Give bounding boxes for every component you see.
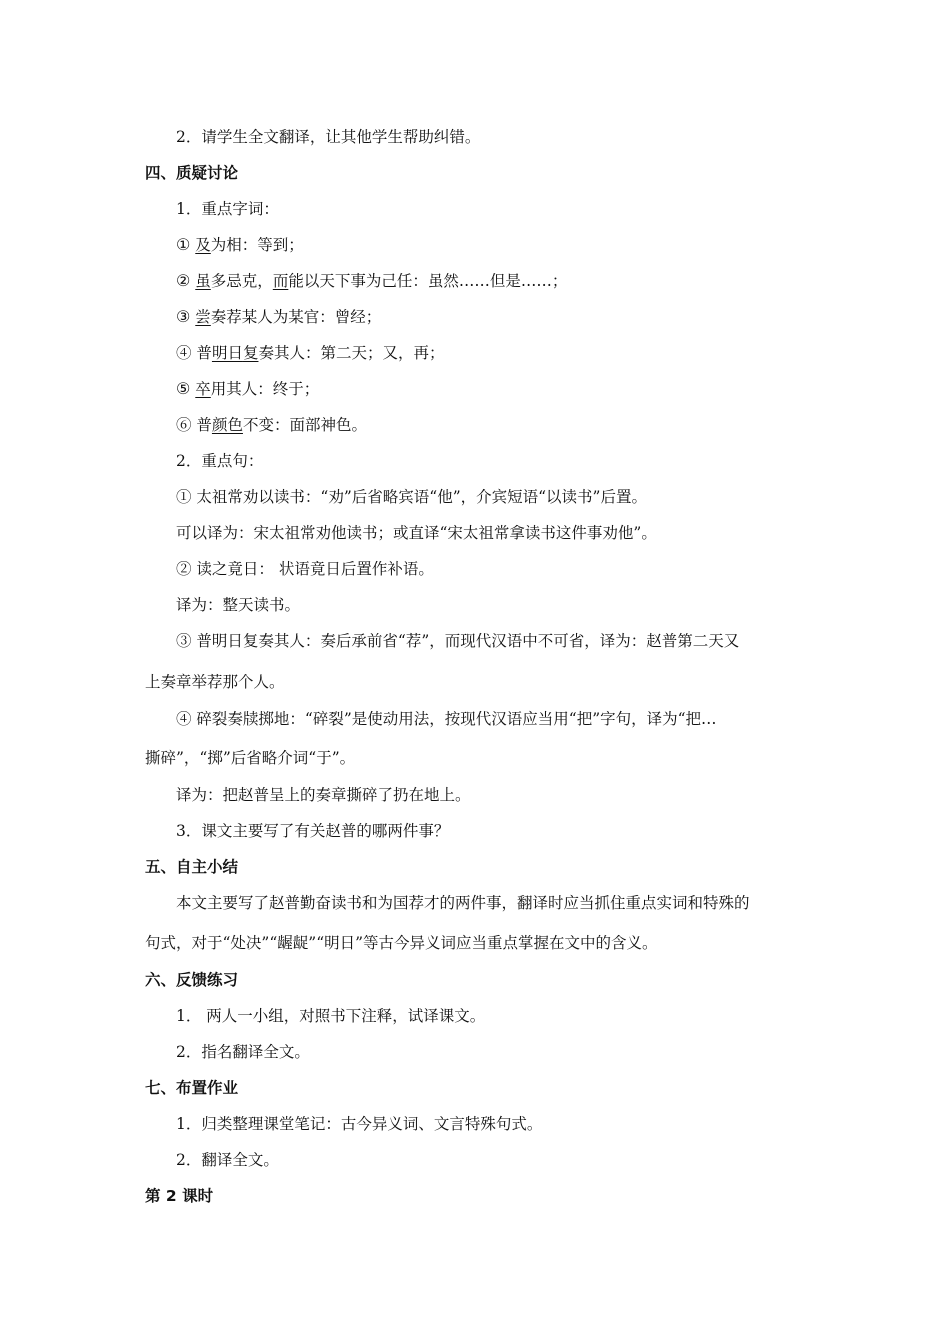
text-line: 句式，对于“处决”“龌龊”“明日”等古今异义词应当重点掌握在文中的含义。 <box>145 934 658 952</box>
text-line: 上奏章举荐那个人。 <box>145 673 285 691</box>
item-number: ③ <box>176 307 191 326</box>
word-explanation: 为相：等到； <box>210 236 304 254</box>
text-line: 1． 两人一小组，对照书下注释，试译课文。 <box>176 1007 486 1025</box>
text-line: 本文主要写了赵普勤奋读书和为国荐才的两件事，翻译时应当抓住重点实词和特殊的 <box>176 894 750 912</box>
text-line: 2．请学生全文翻译，让其他学生帮助纠错。 <box>176 128 481 146</box>
section-heading: 第 2 课时 <box>145 1187 214 1205</box>
text-line: 可以译为：宋太祖常劝他读书；或直译“宋太祖常拿读书这件事劝他”。 <box>176 524 657 542</box>
key-word: 复 <box>242 344 259 362</box>
word-explanation: 能以天下事为己任：虽然……但是……； <box>288 272 568 290</box>
text-line: 2．重点句： <box>176 452 264 470</box>
word-explanation: 奏其人：第二天；又，再； <box>258 344 445 362</box>
text-line: 2．指名翻译全文。 <box>176 1043 310 1061</box>
text-line: ③ 普明日复奏其人：奏后承前省“荐”，而现代汉语中不可省，译为：赵普第二天又 <box>176 632 740 650</box>
text-line: 3．课文主要写了有关赵普的哪两件事？ <box>176 822 450 840</box>
word-explanation: 不变：面部神色。 <box>242 416 367 434</box>
word-item <box>176 343 806 363</box>
key-word: 颜色 <box>211 416 243 434</box>
section-heading: 六、反馈练习 <box>145 971 239 989</box>
key-word: 卒 <box>195 380 211 398</box>
item-prefix: ⑥ 普 <box>176 416 212 434</box>
word-item <box>176 271 806 291</box>
word-explanation: 多忌克， <box>210 272 273 290</box>
text-line: 1．归类整理课堂笔记：古今异义词、文言特殊句式。 <box>176 1115 543 1133</box>
item-number: ① <box>176 235 191 254</box>
text-line: 2．翻译全文。 <box>176 1151 279 1169</box>
key-word: 而 <box>272 272 289 290</box>
key-word: 尝 <box>195 308 211 326</box>
section-heading: 七、布置作业 <box>145 1079 239 1097</box>
word-item <box>176 379 806 399</box>
word-item <box>176 307 806 327</box>
text-line: ② 读之竟日： 状语竟日后置作补语。 <box>176 560 434 578</box>
text-line: ① 太祖常劝以读书：“劝”后省略宾语“他”，介宾短语“以读书”后置。 <box>176 488 647 506</box>
key-word: 虽 <box>195 272 211 290</box>
section-heading: 四、质疑讨论 <box>145 164 239 182</box>
item-number: ② <box>176 271 191 290</box>
text-line: 撕碎”，“掷”后省略介词“于”。 <box>145 749 356 767</box>
text-line: 1．重点字词： <box>176 200 279 218</box>
word-item <box>176 235 806 255</box>
text-line: 译为：把赵普呈上的奏章撕碎了扔在地上。 <box>176 786 471 804</box>
word-explanation: 用其人：终于； <box>210 380 320 398</box>
word-item <box>176 415 806 435</box>
word-explanation: 奏荐某人为某官：曾经； <box>210 308 382 326</box>
key-word: 及 <box>195 236 211 254</box>
item-prefix: ④ 普 <box>176 344 212 362</box>
item-number: ⑤ <box>176 379 191 398</box>
section-heading: 五、自主小结 <box>145 858 239 876</box>
key-word: 明日 <box>211 344 243 362</box>
text-line: 译为：整天读书。 <box>176 596 301 614</box>
text-line: ④ 碎裂奏牍掷地：“碎裂”是使动用法，按现代汉语应当用“把”字句，译为“把… <box>176 710 717 728</box>
